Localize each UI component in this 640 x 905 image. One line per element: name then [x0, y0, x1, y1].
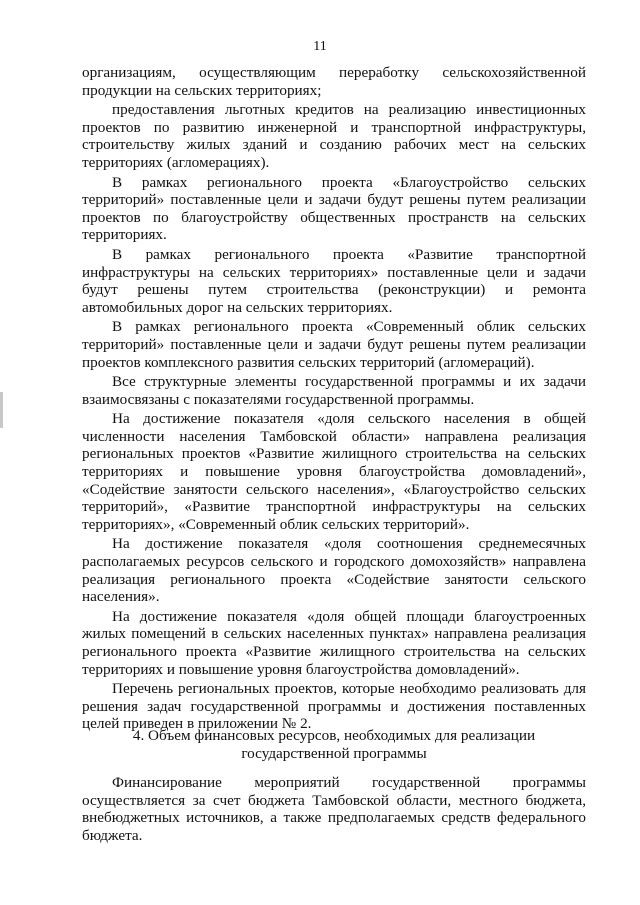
paragraph-financing: Финансирование мероприятий государственной программы осуществляется за счет бюджета Тамбовской области, местного бюджета, внебюджетных источников, а также предполагаемых средств федерального бюджета. — [82, 774, 586, 844]
section-heading-line-1: 4. Объем финансовых ресурсов, необходимых для реализации — [132, 727, 536, 744]
page-number: 11 — [313, 39, 327, 54]
body-text — [82, 64, 586, 733]
paragraph-resources-ratio-indicator: На достижение показателя «доля соотношения среднемесячных располагаемых ресурсов сельского и городского домохозяйств» направлена реализация регионального проекта «Содействие занятости сельского населения». — [82, 535, 586, 606]
financing-text — [82, 774, 586, 844]
paragraph-transport-project: В рамках регионального проекта «Развитие транспортной инфраструктуры на сельских территориях» поставленные цели и задачи будут решены путем строительства (реконструкции) и ремонта автомобильных дорог на сельских территориях. — [82, 245, 586, 316]
scan-margin-mark — [0, 392, 3, 428]
paragraph-modern-look-project: В рамках регионального проекта «Современный облик сельских территорий» поставленные цели и задачи будут решены путем реализации проектов комплексного развития сельских территорий (агломераций). — [82, 318, 586, 371]
paragraph-rural-population-indicator: На достижение показателя «доля сельского населения в общей численности населения Тамбовской области» направлена реализация региональных проектов «Развитие жилищного строительства на сельских территориях и повышение уровня благоустройства домовладений», «Содействие занятости сельского населения», «Благоустройство сельских территорий», «Развитие транспортной инфраструктуры на сельских территориях», «Современный облик сельских территорий». — [82, 410, 586, 533]
paragraph-improvement-project: В рамках регионального проекта «Благоустройство сельских территорий» поставленные цели и задачи будут решены путем реализации проектов по благоустройству общественных пространств на сельских территориях. — [82, 173, 586, 244]
paragraph-continuation: организациям, осуществляющим переработку сельскохозяйственной продукции на сельских территориях; — [82, 64, 586, 99]
paragraph-credits: предоставления льготных кредитов на реализацию инвестиционных проектов по развитию инженерной и транспортной инфраструктуры, строительству жилых зданий и созданию рабочих мест на сельских территориях (агломерациях). — [82, 101, 586, 171]
section-heading-line-2: государственной программы — [241, 745, 427, 762]
paragraph-projects-list: Перечень региональных проектов, которые необходимо реализовать для решения задач государственной программы и достижения поставленных целей приведен в приложении № 2. — [82, 680, 586, 733]
paragraph-structural-elements: Все структурные элементы государственной программы и их задачи взаимосвязаны с показателями государственной программы. — [82, 373, 586, 408]
section-heading — [82, 727, 586, 763]
paragraph-housing-area-indicator: На достижение показателя «доля общей площади благоустроенных жилых помещений в сельских населенных пунктах» направлена реализация регионального проекта «Развитие жилищного строительства на сельских территориях и повышение уровня благоустройства домовладений». — [82, 607, 586, 678]
